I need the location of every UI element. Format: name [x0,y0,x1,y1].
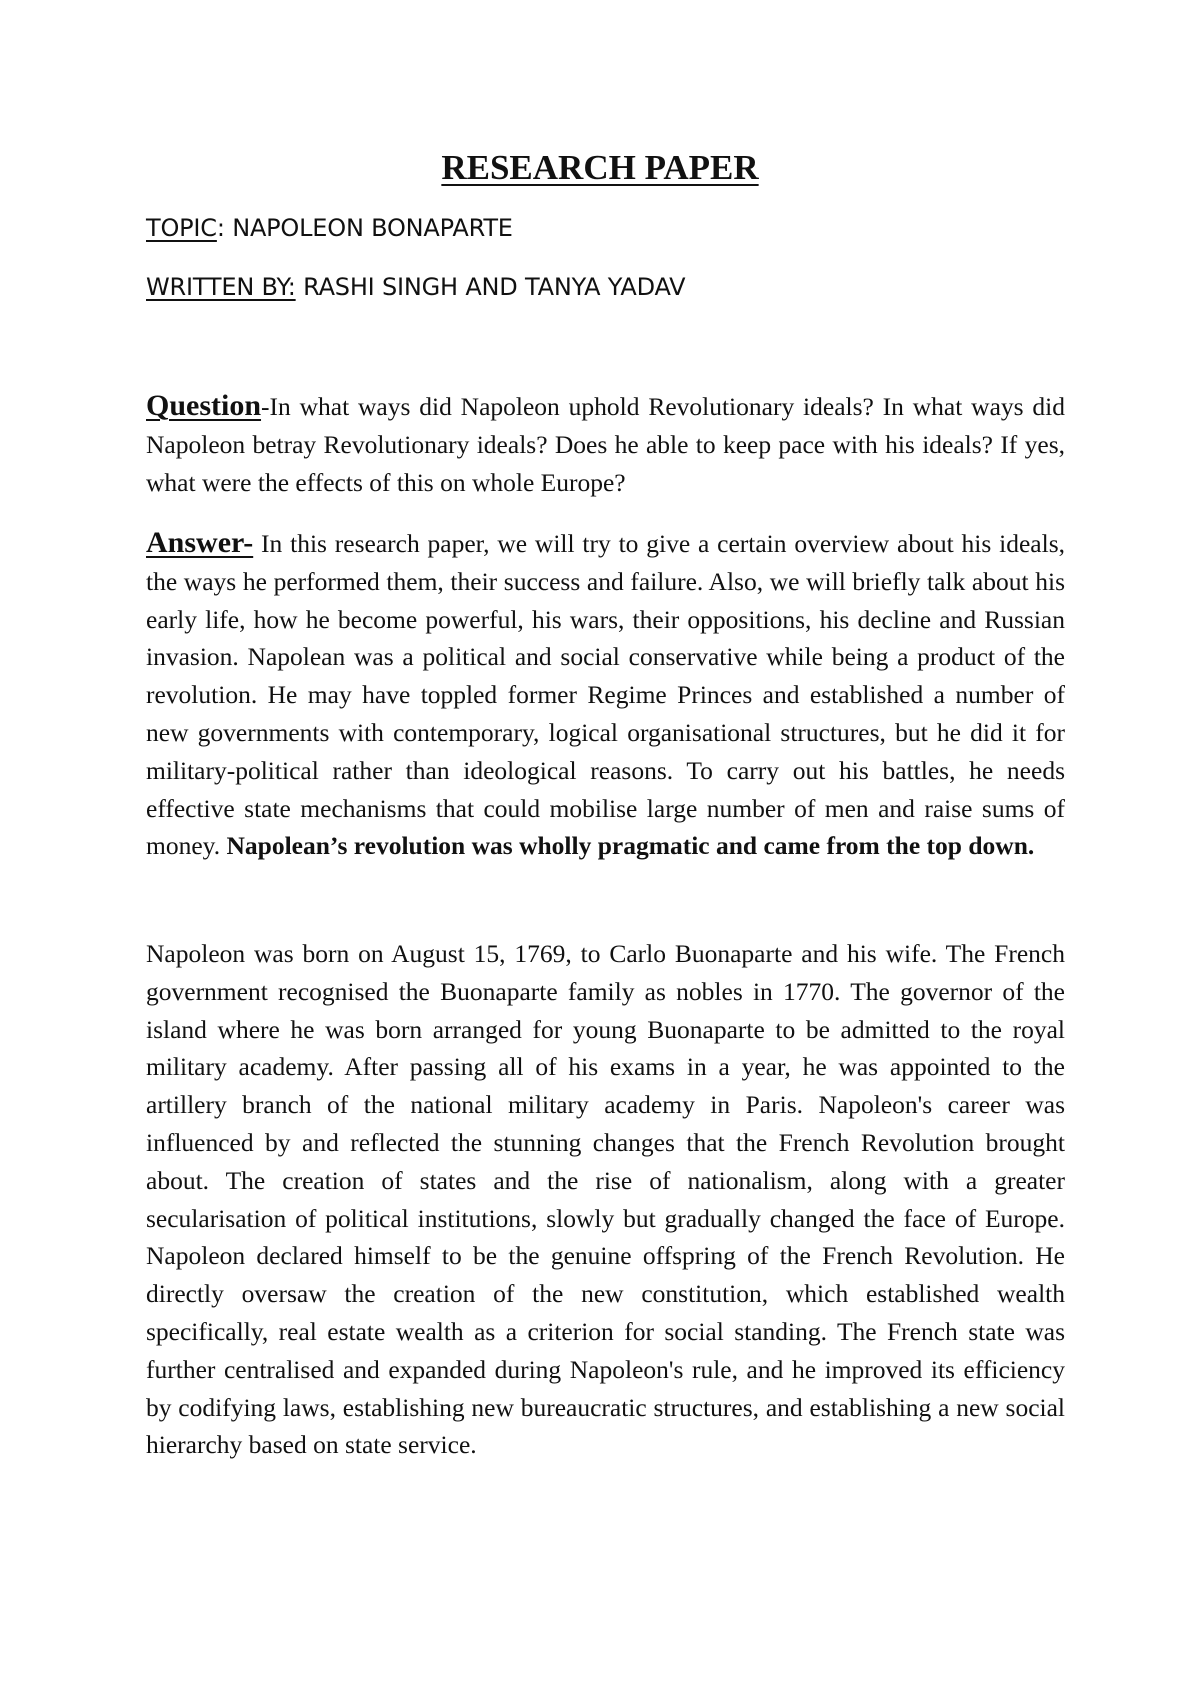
topic-value: : NAPOLEON BONAPARTE [216,214,513,242]
question-label: Question [146,389,262,422]
author-label: WRITTEN BY: [146,273,296,301]
author-value: RASHI SINGH AND TANYA YADAV [295,273,686,301]
author-line [146,271,685,303]
biography-paragraph: Napoleon was born on August 15, 1769, to Carlo Buonaparte and his wife. The French government recognised the Buonaparte family as nobles in 1770. The governor of the island where he was born arranged for young Buonaparte to be admitted to the royal military academy. After passing all of his exams in a year, he was appointed to the artillery branch of the national military academy in Paris. Napoleon's career was influenced by and reflected the stunning changes that the French Revolution brought about. The creation of states and the rise of nationalism, along with a greater secularisation of political institutions, slowly but gradually changed the face of Europe. Napoleon declared himself to be the genuine offspring of the French Revolution. He directly oversaw the creation of the new constitution, which established wealth specifically, real estate wealth as a criterion for social standing. The French state was further centralised and expanded during Napoleon's rule, and he improved its efficiency by codifying laws, establishing new bureaucratic structures, and establishing a new social hierarchy based on state service. [146,939,1065,1460]
answer-bold-sentence: Napolean’s revolution was wholly pragmatic and came from the top down. [226,831,1035,861]
question-paragraph [146,387,1065,501]
answer-text: In this research paper, we will try to give a certain overview about his ideals, the ways he performed them, their success and failure. Also, we will briefly talk about his early life, how he become powerful, his wars, their oppositions, his decline and Russian invasion. Napolean was a political and social conservative while being a product of the revolution. He may have toppled former Regime Princes and established a number of new governments with contemporary, logical organisational structures, but he did it for military-political rather than ideological reasons. To carry out his battles, he needs effective state mechanisms that could mobilise large number of men and raise sums of money. [146,529,1065,861]
answer-label: Answer- [146,526,254,559]
question-text: -In what ways did Napoleon uphold Revolutionary ideals? In what ways did Napoleon betray Revolutionary ideals? Does he able to keep pace with his ideals? If yes, what were the effects of this on whole Europe? [146,392,1065,497]
page-title [0,146,1200,190]
answer-paragraph [146,524,1065,865]
topic-label: TOPIC [146,214,217,242]
page-title-text: RESEARCH PAPER [441,148,759,187]
topic-line [146,212,513,244]
